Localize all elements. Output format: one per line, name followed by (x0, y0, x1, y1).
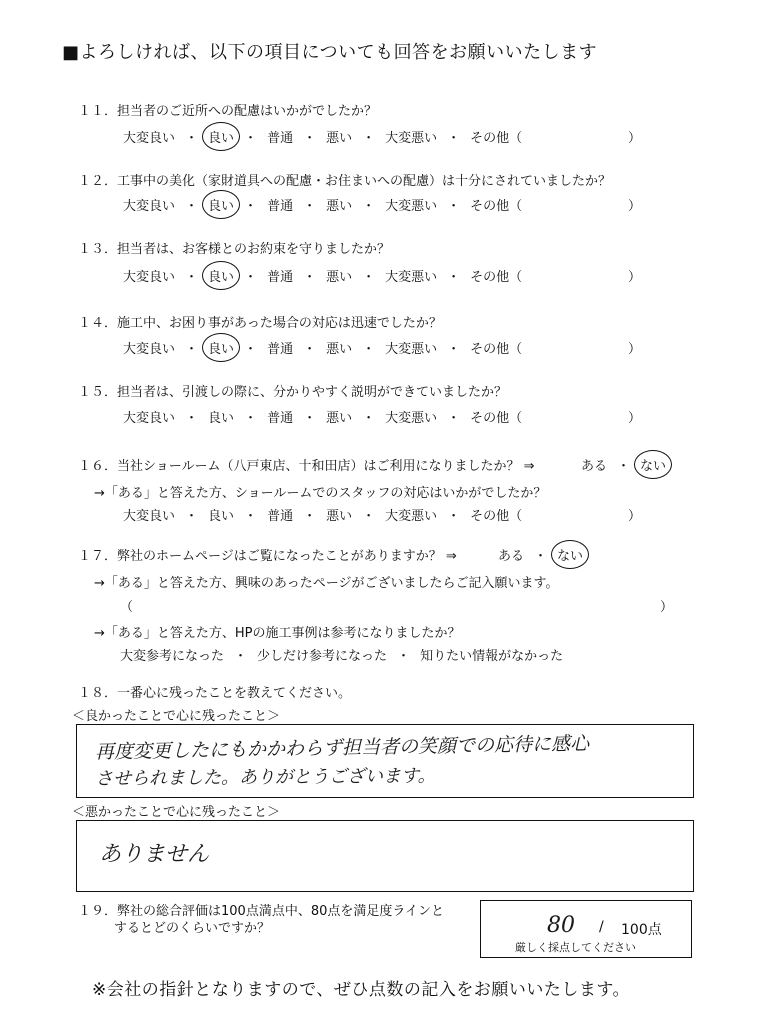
q16-option-no-selected[interactable]: ない (640, 455, 666, 474)
options-14-close: ） (628, 342, 642, 357)
option-very-good[interactable]: 大変良い (123, 131, 176, 146)
option-other[interactable]: その他（ (470, 342, 523, 357)
option-average[interactable]: 普通 (267, 199, 294, 214)
question-18: １８．一番心に残ったことを教えてください。 (78, 686, 352, 701)
option-good[interactable]: 良い (208, 411, 235, 426)
option-good-selected[interactable]: 良い (208, 266, 234, 285)
question-16: １６．当社ショールーム（八戸東店、十和田店）はご利用になりましたか？ ⇒ (78, 459, 535, 474)
options-11-close: ） (628, 131, 642, 146)
option-good-selected[interactable]: 良い (208, 195, 234, 214)
q17-option-yes[interactable]: ある (498, 549, 525, 564)
good-memory-answer-line-1: 再度変更したにもかかわらず担当者の笑顔での応待に感心 (94, 732, 590, 764)
option-bad[interactable]: 悪い (326, 509, 353, 524)
option-good-selected[interactable]: 良い (208, 338, 234, 357)
option-bad[interactable]: 悪い (326, 342, 353, 357)
question-17: １７．弊社のホームページはご覧になったことがありますか？ ⇒ (78, 549, 457, 564)
good-memory-label: ＜良かったことで心に残ったこと＞ (72, 709, 281, 724)
question-19-line-1: １９．弊社の総合評価は100点満点中、80点を満足度ラインと (78, 904, 444, 919)
bad-memory-box[interactable] (76, 820, 694, 892)
option-bad[interactable]: 悪い (326, 411, 353, 426)
q16-subquestion: →「ある」と答えた方、ショールームでのスタッフの対応はいかがでしたか？ (94, 486, 547, 501)
options-12: 大変良い ・ 良い ・ 普通 ・ 悪い ・ 大変悪い ・ その他（ (123, 195, 522, 214)
option-average[interactable]: 普通 (267, 342, 294, 357)
q17-interest-open: （ (120, 600, 134, 615)
q17-options: 大変参考になった ・ 少しだけ参考になった ・ 知りたい情報がなかった (120, 645, 563, 664)
option-good[interactable]: 良い (208, 509, 235, 524)
options-16-close: ） (628, 509, 642, 524)
option-very-bad[interactable]: 大変悪い (385, 199, 438, 214)
score-max: 100点 (621, 922, 662, 938)
option-other[interactable]: その他（ (470, 509, 523, 524)
option-average[interactable]: 普通 (267, 131, 294, 146)
survey-header: ■よろしければ、以下の項目についても回答をお願いいたします (62, 42, 598, 63)
question-19-line-2: するとどのくらいですか？ (114, 921, 271, 936)
q17-subquestion-1: →「ある」と答えた方、興味のあったページがございましたらご記入願います。 (94, 576, 559, 591)
option-very-bad[interactable]: 大変悪い (385, 411, 438, 426)
option-average[interactable]: 普通 (267, 270, 294, 285)
question-11: １１．担当者のご近所への配慮はいかがでしたか？ (78, 104, 378, 119)
survey-footer: ※会社の指針となりますので、ぜひ点数の記入をお願いいたします。 (92, 980, 631, 1000)
options-14: 大変良い ・ 良い ・ 普通 ・ 悪い ・ 大変悪い ・ その他（ (123, 338, 522, 357)
options-15: 大変良い ・ 良い ・ 普通 ・ 悪い ・ 大変悪い ・ その他（ (123, 407, 522, 426)
question-15: １５．担当者は、引渡しの際に、分かりやすく説明ができていましたか？ (78, 385, 508, 400)
good-memory-box[interactable] (76, 724, 694, 798)
q17-subquestion-2: →「ある」と答えた方、HPの施工事例は参考になりましたか？ (94, 626, 461, 641)
question-13: １３．担当者は、お客様とのお約束を守りましたか？ (78, 242, 391, 257)
option-very-good[interactable]: 大変良い (123, 342, 176, 357)
score-value: 80 (547, 913, 575, 938)
question-14: １４．施工中、お困り事があった場合の対応は迅速でしたか？ (78, 316, 442, 331)
option-other[interactable]: その他（ (470, 270, 523, 285)
score-note: 厳しく採点してください (515, 941, 636, 954)
option-other[interactable]: その他（ (470, 199, 523, 214)
question-12: １２．工事中の美化（家財道具への配慮・お住まいへの配慮）は十分にされていましたか？ (78, 174, 612, 189)
option-very-good[interactable]: 大変良い (123, 509, 176, 524)
q17-answer: ある ・ ない (498, 545, 583, 564)
q17-choice-somewhat-helpful[interactable]: 少しだけ参考になった (257, 649, 388, 664)
option-very-good[interactable]: 大変良い (123, 270, 176, 285)
q17-choice-very-helpful[interactable]: 大変参考になった (120, 649, 225, 664)
q16-option-yes[interactable]: ある (581, 459, 608, 474)
bad-memory-label: ＜悪かったことで心に残ったこと＞ (72, 805, 281, 820)
options-13: 大変良い ・ 良い ・ 普通 ・ 悪い ・ 大変悪い ・ その他（ (123, 266, 522, 285)
option-good-selected[interactable]: 良い (208, 127, 234, 146)
option-bad[interactable]: 悪い (326, 270, 353, 285)
option-very-bad[interactable]: 大変悪い (385, 270, 438, 285)
q17-interest-close: ） (660, 600, 674, 615)
good-memory-answer-line-2: させられました。ありがとうございます。 (94, 765, 436, 790)
options-11: 大変良い ・ 良い ・ 普通 ・ 悪い ・ 大変悪い ・ その他（ (123, 127, 522, 146)
option-other[interactable]: その他（ (470, 411, 523, 426)
option-very-good[interactable]: 大変良い (123, 199, 176, 214)
option-very-bad[interactable]: 大変悪い (385, 131, 438, 146)
option-other[interactable]: その他（ (470, 131, 523, 146)
option-bad[interactable]: 悪い (326, 199, 353, 214)
option-very-good[interactable]: 大変良い (123, 411, 176, 426)
option-very-bad[interactable]: 大変悪い (385, 342, 438, 357)
option-average[interactable]: 普通 (267, 509, 294, 524)
q17-choice-not-helpful[interactable]: 知りたい情報がなかった (420, 649, 564, 664)
q17-option-no-selected[interactable]: ない (557, 545, 583, 564)
options-15-close: ） (628, 411, 642, 426)
options-16: 大変良い ・ 良い ・ 普通 ・ 悪い ・ 大変悪い ・ その他（ (123, 505, 522, 524)
options-13-close: ） (628, 270, 642, 285)
bad-memory-answer: ありません (99, 842, 210, 867)
option-bad[interactable]: 悪い (326, 131, 353, 146)
option-average[interactable]: 普通 (267, 411, 294, 426)
score-slash: / (599, 919, 604, 935)
q16-answer: ある ・ ない (581, 455, 666, 474)
options-12-close: ） (628, 199, 642, 214)
option-very-bad[interactable]: 大変悪い (385, 509, 438, 524)
score-box[interactable] (480, 900, 692, 958)
